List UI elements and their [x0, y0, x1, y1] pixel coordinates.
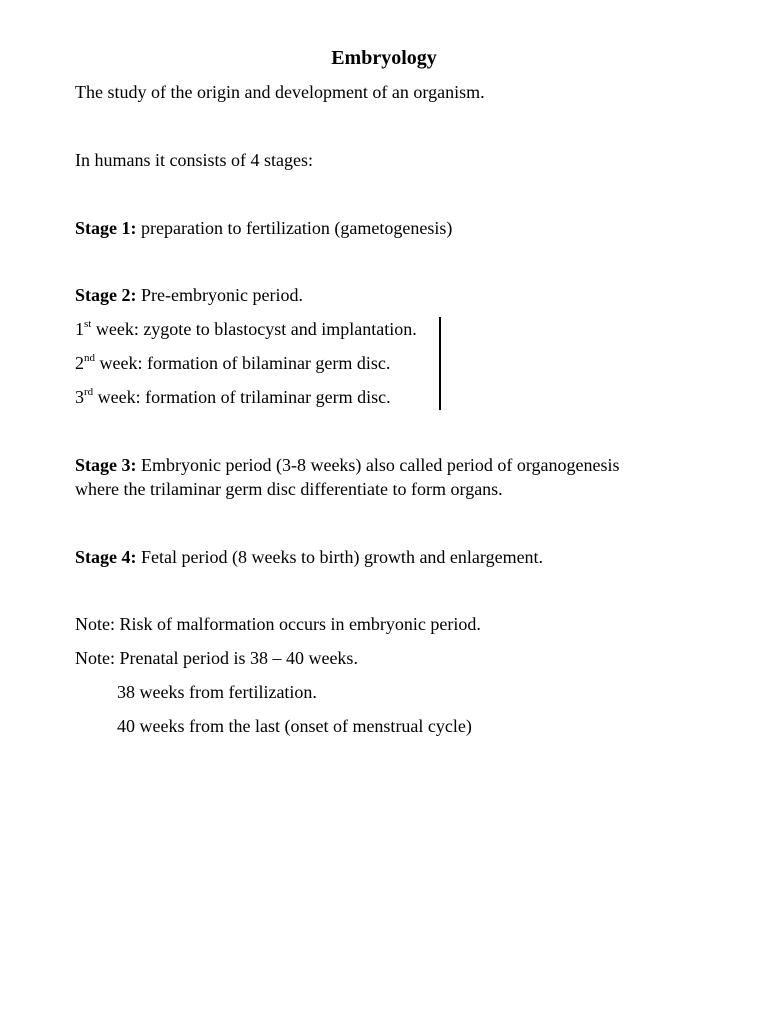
stage-3-text: Embryonic period (3-8 weeks) also called period of organogenesis — [136, 455, 620, 475]
week-3-sup: rd — [84, 386, 94, 398]
week-1-item — [75, 317, 417, 341]
week-3-item — [75, 385, 391, 409]
stage-1-text: preparation to fertilization (gametogenesis) — [136, 218, 453, 238]
sub-note-menstrual: 40 weeks from the last (onset of menstrual cycle) — [117, 716, 472, 736]
week-2-sup: nd — [84, 352, 95, 364]
stage-2-text: Pre-embryonic period. — [136, 285, 303, 305]
stage-4-label: Stage 4: — [75, 547, 137, 567]
page-title: Embryology — [331, 47, 437, 69]
stage-4 — [75, 545, 543, 569]
note-prenatal-period: Note: Prenatal period is 38 – 40 weeks. — [75, 648, 358, 668]
stage-3 — [75, 453, 620, 477]
stage-3-label: Stage 3: — [75, 455, 137, 475]
weeks-bracket-line — [439, 317, 441, 410]
week-1-num: 1 — [75, 319, 84, 339]
intro-text: In humans it consists of 4 stages: — [75, 150, 313, 170]
stage-1-label: Stage 1: — [75, 218, 137, 238]
sub-note-fertilization: 38 weeks from fertilization. — [117, 682, 317, 702]
note-malformation: Note: Risk of malformation occurs in embryonic period. — [75, 614, 481, 634]
stage-2 — [75, 283, 303, 307]
week-2-num: 2 — [75, 353, 84, 373]
week-2-text: week: formation of bilaminar germ disc. — [95, 353, 391, 373]
week-1-text: week: zygote to blastocyst and implantation. — [91, 319, 417, 339]
stage-3-continuation: where the trilaminar germ disc differentiate to form organs. — [75, 479, 503, 499]
week-3-text: week: formation of trilaminar germ disc. — [93, 387, 391, 407]
stage-1 — [75, 216, 452, 240]
week-2-item — [75, 351, 390, 375]
week-1-sup: st — [84, 318, 92, 330]
definition-text: The study of the origin and development of an organism. — [75, 82, 485, 102]
stage-4-text: Fetal period (8 weeks to birth) growth and enlargement. — [136, 547, 544, 567]
stage-2-label: Stage 2: — [75, 285, 137, 305]
week-3-num: 3 — [75, 387, 84, 407]
